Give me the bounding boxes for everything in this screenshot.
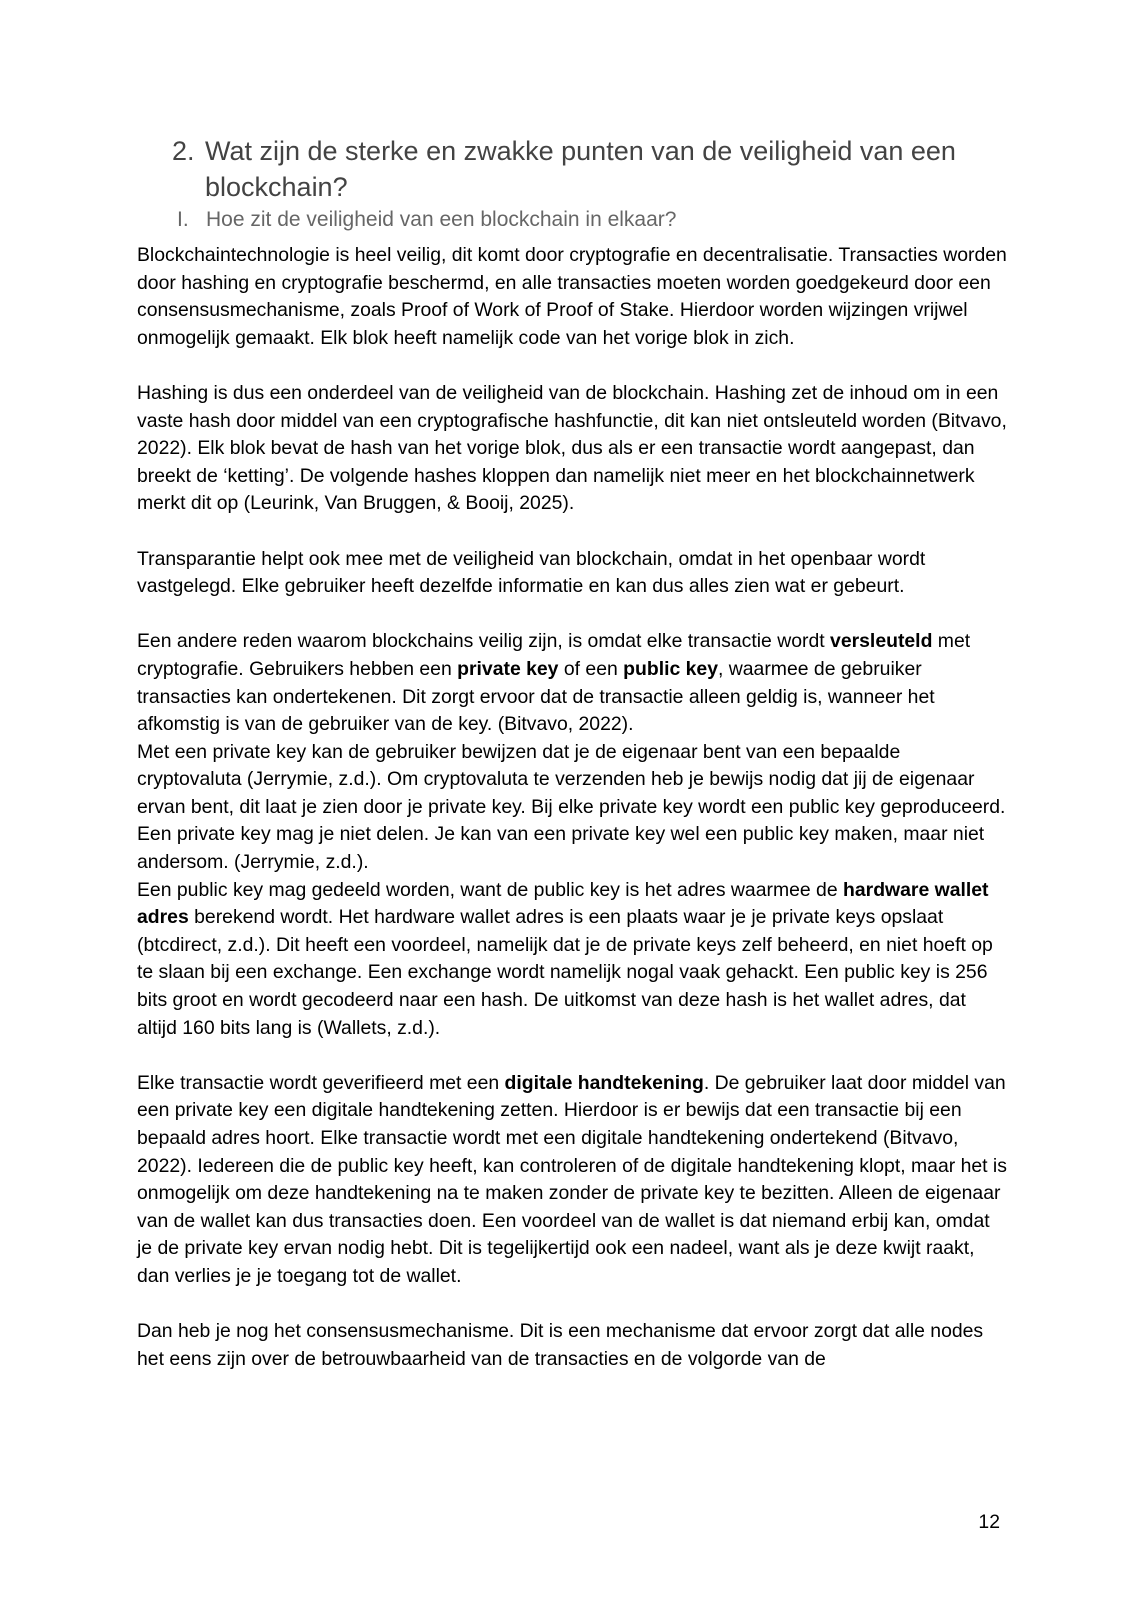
paragraph-public-key — [137, 877, 1007, 1043]
paragraph-private-key: Met een private key kan de gebruiker bewijzen dat je de eigenaar bent van een bepaalde cryptovaluta (Jerrymie, z.d.). Om cryptovaluta te verzenden heb je bewijs nodig dat jij de eigenaar ervan bent, dit laat je zien door je private key. Bij elke private key wordt een public key geproduceerd. Een private key mag je niet delen. Je kan van een private key wel een public key maken, maar niet andersom. (Jerrymie, z.d.). — [137, 740, 1006, 874]
text-run: , waarmee de gebruiker transacties kan ondertekenen. Dit zorgt ervoor dat de transactie alleen geldig is, wanneer het afkomstig is van de gebruiker van de key. (Bitvavo, 2022). — [137, 657, 935, 736]
text-run: of een — [558, 657, 624, 680]
subsection-heading-number: I. — [177, 208, 189, 231]
body-text — [137, 242, 1007, 1373]
text-run: Een andere reden waarom blockchains veilig zijn, is omdat elke transactie wordt — [137, 630, 831, 653]
text-run: . De gebruiker laat door middel van een private key een digitale handtekening zetten. Hierdoor is er bewijs dat een transactie bij een bepaald adres hoort. Elke transactie wordt met een digitale handtekening ondertekend (Bitvavo, 2022). Iedereen die de public key heeft, kan controleren of de digitale handtekening klopt, maar het is onmogelijk om deze handtekening na te maken zonder de private key te bezitten. Alleen de eigenaar van de wallet kan dus transacties doen. Een voordeel van de wallet is dat niemand erbij kan, omdat je de private key ervan nodig hebt. Dit is tegelijkertijd ook een nadeel, want als je deze kwijt raakt, dan verlies je je toegang tot de wallet. — [137, 1071, 1007, 1287]
paragraph-intro: Blockchaintechnologie is heel veilig, dit komt door cryptografie en decentralisatie. Transacties worden door hashing en cryptografie beschermd, en alle transacties moeten worden goedgekeurd door een consensusmechanisme, zoals Proof of Work of Proof of Stake. Hierdoor worden wijzingen vrijwel onmogelijk gemaakt. Elk blok heeft namelijk code van het vorige blok in zich. — [137, 244, 1007, 349]
section-heading-text: Wat zijn de sterke en zwakke punten van de veiligheid van een blockchain? — [205, 136, 956, 202]
text-run: berekend wordt. Het hardware wallet adres is een plaats waar je je private keys opslaat (btcdirect, z.d.). Dit heeft een voordeel, namelijk dat je de private keys zelf beheerd, en niet hoeft op te slaan bij een exchange. Een exchange wordt namelijk nogal vaak gehackt. Een public key is 256 bits groot en wordt gecodeerd naar een hash. De uitkomst van deze hash is het wallet adres, dat altijd 160 bits lang is (Wallets, z.d.). — [137, 906, 993, 1039]
section-heading-number: 2. — [172, 136, 195, 166]
paragraph-hashing: Hashing is dus een onderdeel van de veiligheid van de blockchain. Hashing zet de inhoud om in een vaste hash door middel van een cryptografische hashfunctie, dit kan niet ontsleuteld worden (Bitvavo, 2022). Elk blok bevat de hash van het vorige blok, dus als er een transactie wordt aangepast, dan breekt de ‘ketting’. De volgende hashes kloppen dan namelijk niet meer en het blockchainnetwerk merkt dit op (Leurink, Van Bruggen, & Booij, 2025). — [137, 381, 1007, 515]
paragraph-consensus: Dan heb je nog het consensusmechanisme. Dit is een mechanisme dat ervoor zorgt dat alle nodes het eens zijn over de betrouwbaarheid van de transacties en de volgorde van de — [137, 1320, 984, 1370]
bold-term-private-key: private key — [457, 657, 559, 680]
bold-term-public-key: public key — [623, 657, 718, 680]
text-run: Een public key mag gedeeld worden, want de public key is het adres waarmee de — [137, 878, 844, 901]
paragraph-encryption — [137, 628, 1007, 738]
bold-term-versleuteld: versleuteld — [830, 630, 933, 653]
subsection-heading-text: Hoe zit de veiligheid van een blockchain in elkaar? — [206, 208, 677, 231]
text-run: Elke transactie wordt geverifieerd met een — [137, 1071, 505, 1094]
text-run: met cryptografie. Gebruikers hebben een — [137, 630, 971, 680]
page-number: 12 — [978, 1511, 1000, 1533]
bold-term-hardware-wallet-adres: hardware wallet adres — [137, 878, 989, 929]
paragraph-digital-signature — [137, 1070, 1007, 1291]
bold-term-digitale-handtekening: digitale handtekening — [504, 1071, 704, 1094]
paragraph-transparency: Transparantie helpt ook mee met de veiligheid van blockchain, omdat in het openbaar wordt vastgelegd. Elke gebruiker heeft dezelfde informatie en kan dus alles zien wat er gebeurt. — [137, 547, 926, 598]
